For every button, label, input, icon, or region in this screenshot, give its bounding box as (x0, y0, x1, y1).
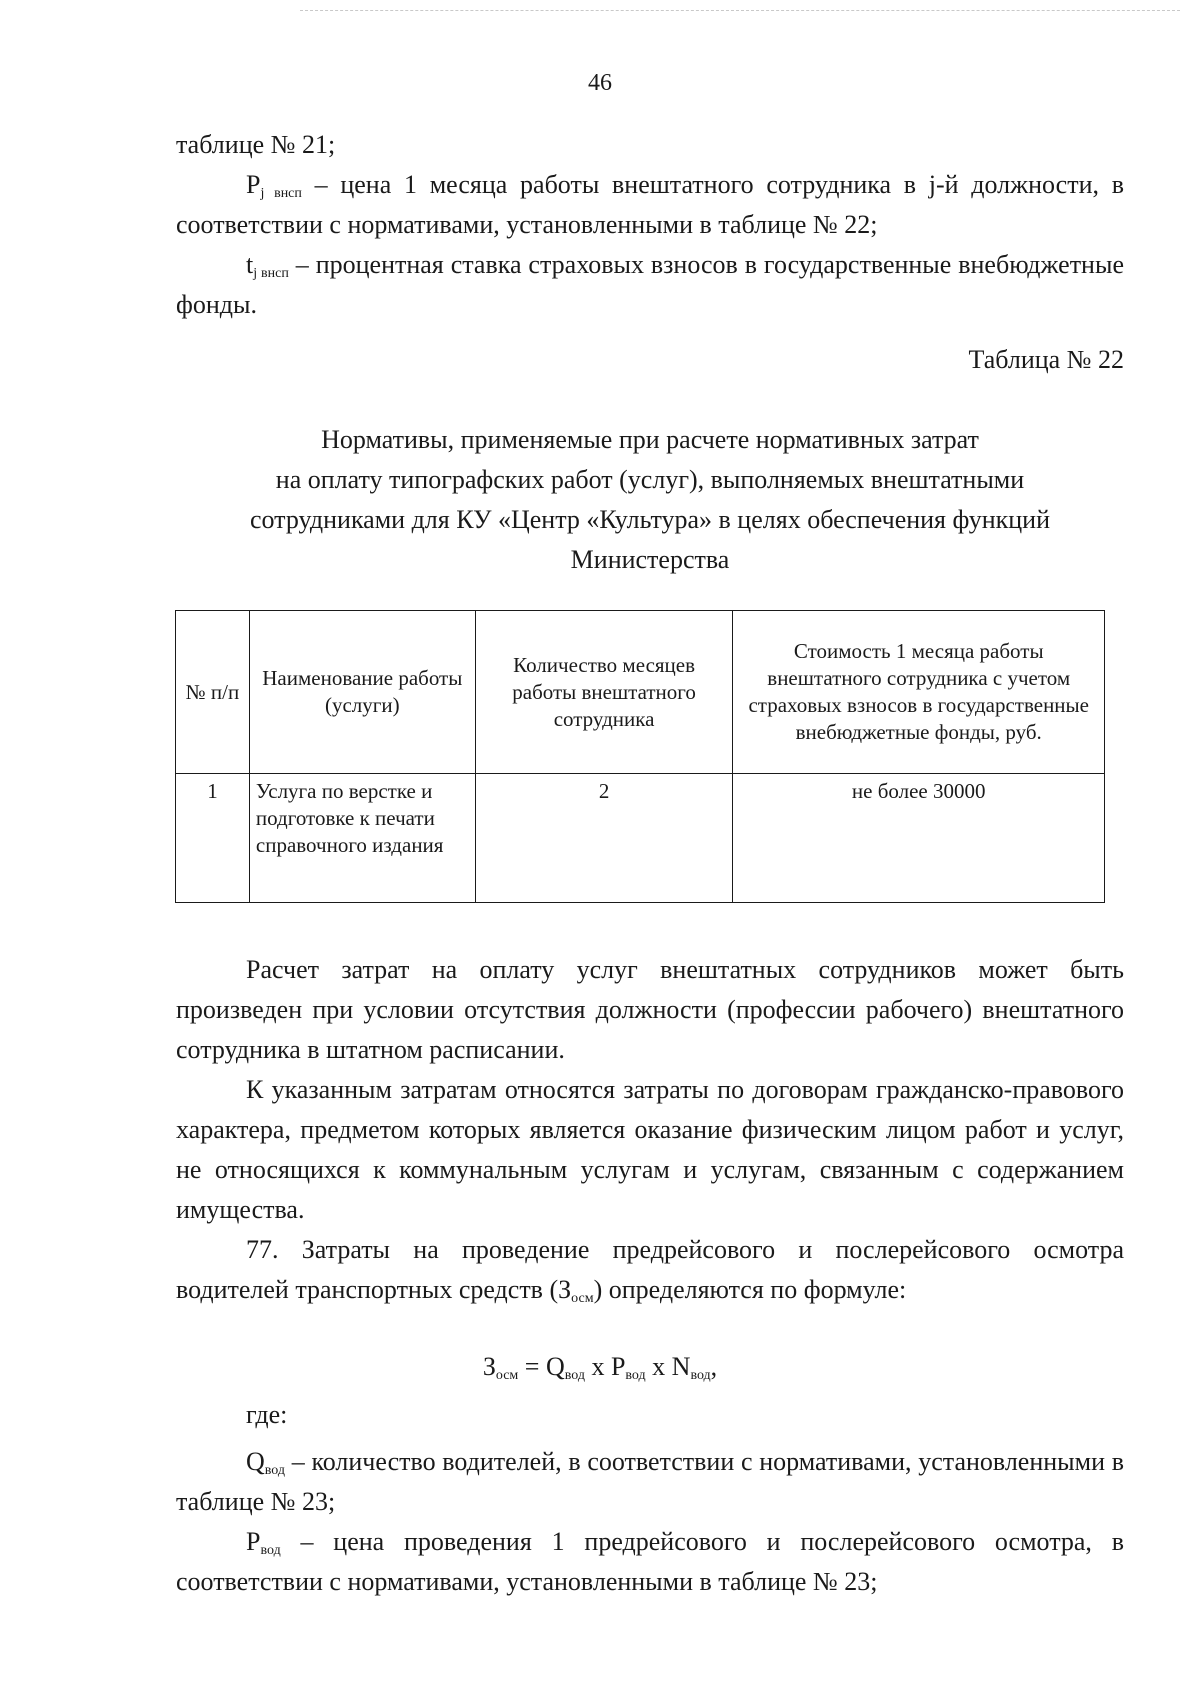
norms-table (175, 610, 1105, 903)
scan-top-rule (300, 10, 1180, 11)
header-months: Количество месяцев работы внештатного сотрудника (475, 611, 733, 774)
header-work-name: Наименование работы (услуги) (249, 611, 475, 774)
paragraph-77: 77. Затраты на проведение предрейсового и послерейсового осмотра водителей транспортных средств $(З_{осм})$ определяются по формуле: (176, 1235, 1124, 1306)
table-title-line: на оплату типографских работ (услуг), выполняемых внештатными (275, 465, 1025, 494)
table-caption: Таблица № 22 (968, 345, 1124, 374)
table-header-row (176, 611, 1105, 774)
definition-q: $Q_{вод}$ – количество водителей, в соответствии с нормативами, установленными в таблице № 23; (176, 1447, 1124, 1516)
table-title-line: сотрудниками для КУ «Центр «Культура» в целях обеспечения функций (249, 505, 1051, 534)
cell-number: 1 (176, 774, 250, 903)
definition-pj: $P_{j внсп}$ – цена 1 месяца работы внештатного сотрудника в j-й должности, в соответствии с нормативами, установленными в таблице № 22; (176, 170, 1125, 239)
definition-p: $P_{вод}$ – цена проведения 1 предрейсового и послерейсового осмотра, в соответствии с нормативами, установленными в таблице № 23; (176, 1527, 1124, 1596)
header-number: № п/п (176, 611, 250, 774)
cell-months: 2 (475, 774, 733, 903)
paragraph-calc-condition: Расчет затрат на оплату услуг внештатных сотрудников может быть произведен при условии отсутствия должности (профессии рабочего) внештатного сотрудника в штатном расписании. (176, 955, 1124, 1064)
table-row (176, 774, 1105, 903)
paragraph-related-costs: К указанным затратам относятся затраты по договорам гражданско-правового характера, предметом которых является оказание физическим лицом работ и услуг, не относящихся к коммунальным услугам и услугам, связанным с содержанием имущества. (176, 1075, 1124, 1224)
cell-work-name: Услуга по верстке и подготовке к печати справочного издания (249, 774, 475, 903)
intro-line: таблице № 21; (176, 130, 336, 159)
where-label: где: (246, 1400, 288, 1429)
table-title (176, 420, 1124, 580)
intro-definitions (176, 125, 1124, 325)
definition-tj: $t_{j внсп}$ – процентная ставка страховых взносов в государственные внебюджетные фонды. (176, 250, 1124, 319)
header-cost: Стоимость 1 месяца работы внештатного сотрудника с учетом страховых взносов в государственные внебюджетные фонды, руб. (733, 611, 1105, 774)
page-number: 46 (588, 70, 612, 96)
table-title-line: Министерства (570, 545, 730, 574)
body-text (176, 950, 1124, 1310)
formula: $З_{осм} = Q_{вод}$ x $P_{вод}$ x $N_{вод}$, (482, 1352, 718, 1383)
cell-cost: не более 30000 (733, 774, 1105, 903)
formula-definitions (176, 1442, 1124, 1602)
table-title-line: Нормативы, применяемые при расчете нормативных затрат (321, 425, 979, 454)
